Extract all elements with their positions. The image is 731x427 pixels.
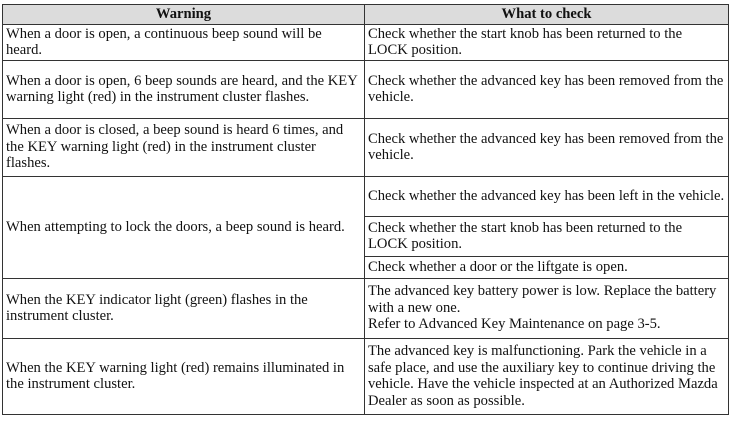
table-row xyxy=(3,118,729,176)
warning-cell: When the KEY indicator light (green) flashes in the instrument cluster. xyxy=(3,278,365,338)
check-cell: The advanced key battery power is low. Replace the battery with a new one. Refer to Advanced Key Maintenance on page 3-5. xyxy=(365,278,729,338)
table-row xyxy=(3,176,729,216)
check-cell: Check whether a door or the liftgate is open. xyxy=(365,256,729,278)
warning-check-table xyxy=(2,4,729,415)
table-row xyxy=(3,24,729,60)
check-cell: Check whether the start knob has been returned to the LOCK position. xyxy=(365,24,729,60)
table-row xyxy=(3,338,729,414)
table-row xyxy=(3,278,729,338)
check-column-header: What to check xyxy=(365,5,729,25)
check-cell: Check whether the advanced key has been removed from the vehicle. xyxy=(365,118,729,176)
warning-cell: When a door is closed, a beep sound is heard 6 times, and the KEY warning light (red) in the instrument cluster flashes. xyxy=(3,118,365,176)
check-cell: Check whether the advanced key has been left in the vehicle. xyxy=(365,176,729,216)
check-cell: Check whether the advanced key has been removed from the vehicle. xyxy=(365,60,729,118)
warning-column-header: Warning xyxy=(3,5,365,25)
check-cell: The advanced key is malfunctioning. Park the vehicle in a safe place, and use the auxiliary key to continue driving the vehicle. Have the vehicle inspected at an Authorized Mazda Dealer as soon as possible. xyxy=(365,338,729,414)
warning-cell: When attempting to lock the doors, a beep sound is heard. xyxy=(3,176,365,278)
check-cell: Check whether the start knob has been returned to the LOCK position. xyxy=(365,216,729,256)
header-row xyxy=(3,5,729,25)
warning-cell: When a door is open, 6 beep sounds are heard, and the KEY warning light (red) in the instrument cluster flashes. xyxy=(3,60,365,118)
warning-cell: When the KEY warning light (red) remains illuminated in the instrument cluster. xyxy=(3,338,365,414)
warning-cell: When a door is open, a continuous beep sound will be heard. xyxy=(3,24,365,60)
table-row xyxy=(3,60,729,118)
